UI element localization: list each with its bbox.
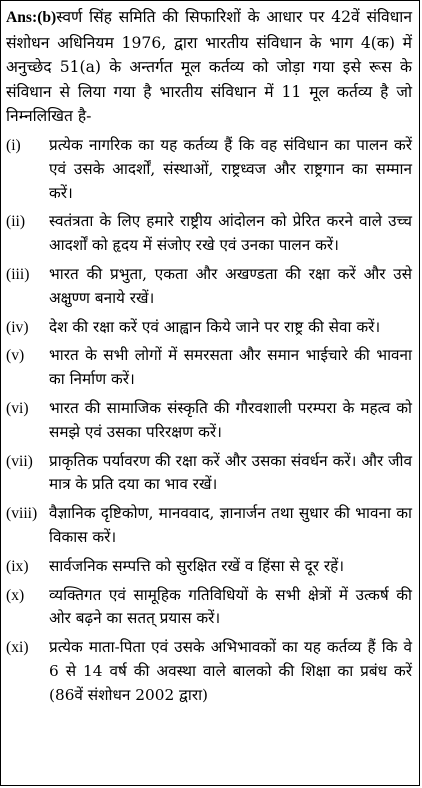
duty-number: (ix)	[6, 557, 29, 575]
duty-number: (vii)	[6, 452, 33, 470]
duty-item-7	[6, 450, 412, 498]
duty-text: व्यक्तिगत एवं सामूहिक गतिविधियों के सभी क्षेत्रों में उत्कर्ष की ओर बढ़ने का सतत् प्रयास करें।	[49, 585, 412, 628]
duty-number: (x)	[6, 586, 25, 604]
duty-text: स्वतंत्रता के लिए हमारे राष्ट्रीय आंदोलन को प्रेरित करने वाले उच्च आदर्शों को हृदय में संजोए रखे एवं उनका पालन करें।	[49, 212, 412, 255]
duty-item-1	[6, 134, 412, 205]
answer-label: Ans:(b)	[6, 9, 57, 26]
duty-text: प्राकृतिक पर्यावरण की रक्षा करें और उसका संवर्धन करें। और जीव मात्र के प्रति दया का भाव रखें।	[49, 451, 412, 494]
duty-text: प्रत्येक माता-पिता एवं उसके अभिभावकों का यह कर्तव्य हैं कि वे 6 से 14 वर्ष की अवस्था वाले बालको की शिक्षा का प्रबंध करें (86वें संशोधन 2002 द्वारा)	[49, 638, 412, 704]
duty-text: सार्वजनिक सम्पत्ति को सुरक्षित रखें व हिंसा से दूर रहें।	[49, 556, 345, 575]
duty-number: (iii)	[6, 265, 30, 283]
duty-number: (viii)	[6, 505, 38, 523]
duty-text: देश की रक्षा करें एवं आह्वान किये जाने पर राष्ट्र की सेवा करें।	[49, 317, 381, 336]
duty-item-9	[6, 555, 412, 579]
duty-item-10	[6, 584, 412, 632]
duty-item-11	[6, 636, 412, 707]
duty-number: (ii)	[6, 213, 26, 231]
duty-item-4	[6, 316, 412, 340]
duty-text: भारत के सभी लोगों में समरसता और समान भाईचारे की भावना का निर्माण करें।	[49, 346, 412, 389]
duty-number: (v)	[6, 347, 25, 365]
duty-item-3	[6, 263, 412, 311]
duty-item-5	[6, 344, 412, 392]
duty-number: (xi)	[6, 639, 29, 657]
answer-paragraph	[6, 5, 412, 129]
duty-number: (iv)	[6, 318, 29, 336]
duty-number: (i)	[6, 136, 21, 154]
duty-number: (vi)	[6, 399, 29, 417]
duty-text: भारत की सामाजिक संस्कृति की गौरवशाली परम्परा के महत्व को समझे एवं उसका परिरक्षण करें।	[49, 398, 412, 441]
duty-item-8	[6, 502, 412, 550]
duty-text: भारत की प्रभुता, एकता और अखण्डता की रक्षा करें और उसे अक्षुण्ण बनाये रखें।	[49, 264, 412, 307]
duty-item-2	[6, 210, 412, 258]
answer-text: स्वर्ण सिंह समिति की सिफारिशों के आधार पर 42वें संविधान संशोधन अधिनियम 1976, द्वारा भारतीय संविधान के भाग 4(क) में अनुच्छेद 51(a) के अन्तर्गत मूल कर्तव्य को जोड़ा गया इसे रूस के संविधान से लिया गया है भारतीय संविधान में 11 मूल कर्तव्य है जो निम्नलिखित है-	[6, 8, 412, 126]
duty-text: वैज्ञानिक दृष्टिकोण, मानववाद, ज्ञानार्जन तथा सुधार की भावना का विकास करें।	[49, 504, 412, 546]
duty-item-6	[6, 397, 412, 445]
duty-text: प्रत्येक नागरिक का यह कर्तव्य हैं कि वह संविधान का पालन करें एवं उसके आदर्शों, संस्थाओं, राष्ट्रध्वज और राष्ट्रगान का सम्मान करें।	[49, 135, 412, 202]
